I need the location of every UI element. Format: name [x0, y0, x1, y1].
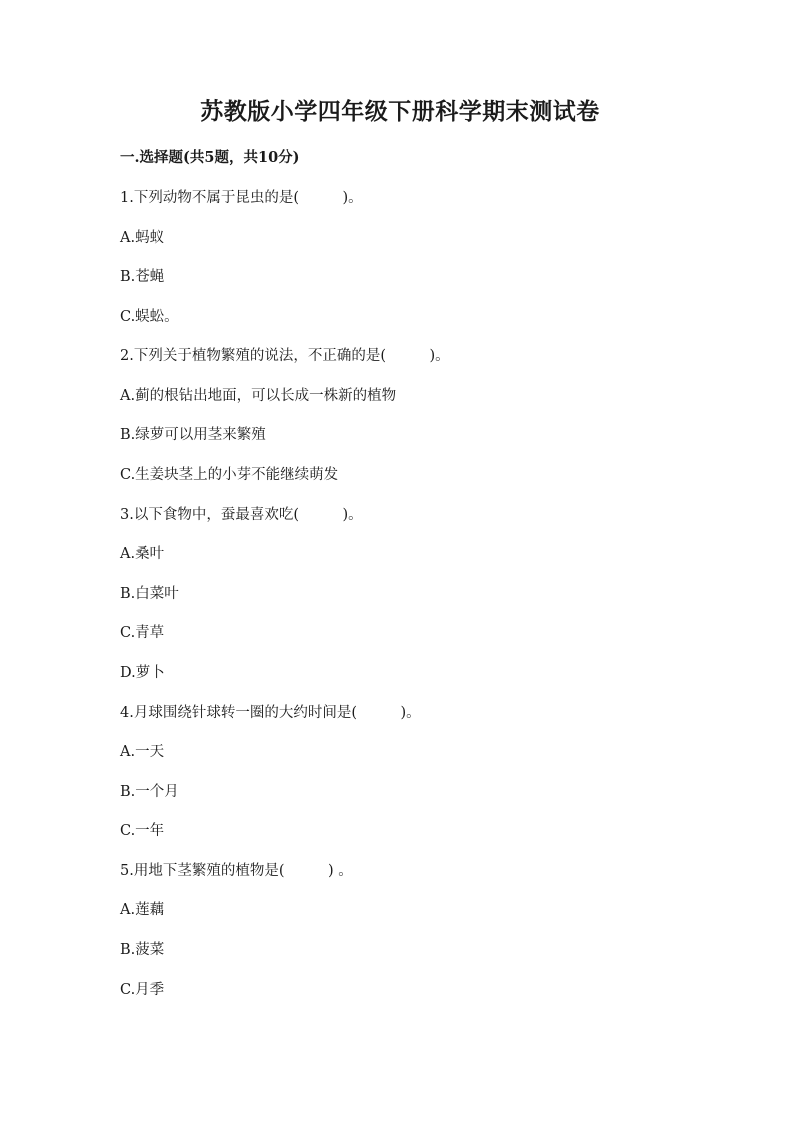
- question-5-option-c: C.月季: [120, 982, 165, 998]
- question-3-stem: 3.以下食物中，蚕最喜欢吃( )。: [120, 507, 363, 523]
- question-4-option-c: C.一年: [120, 823, 165, 839]
- question-1-option-c: C.蜈蚣。: [120, 309, 179, 325]
- question-2-option-c: C.生姜块茎上的小芽不能继续萌发: [120, 467, 339, 483]
- question-3-option-a: A.桑叶: [120, 546, 165, 562]
- question-1-option-b: B.苍蝇: [120, 269, 165, 285]
- question-5-option-b: B.菠菜: [120, 942, 165, 958]
- question-5-option-a: A.莲藕: [120, 902, 165, 918]
- question-2-option-a: A.蓟的根钻出地面，可以长成一株新的植物: [120, 388, 397, 404]
- question-3-option-c: C.青草: [120, 625, 165, 641]
- page-title: 苏教版小学四年级下册科学期末测试卷: [200, 98, 600, 125]
- question-3-option-d: D.萝卜: [120, 665, 165, 681]
- question-1-option-a: A.蚂蚁: [120, 230, 165, 246]
- question-1-stem: 1.下列动物不属于昆虫的是( )。: [120, 190, 363, 206]
- question-4-option-b: B.一个月: [120, 784, 179, 800]
- section-heading: 一.选择题(共5题，共10分): [120, 149, 300, 166]
- question-3-option-b: B.白菜叶: [120, 586, 179, 602]
- question-2-stem: 2.下列关于植物繁殖的说法，不正确的是( )。: [120, 348, 450, 364]
- question-4-stem: 4.月球围绕针球转一圈的大约时间是( )。: [120, 705, 421, 721]
- question-5-stem: 5.用地下茎繁殖的植物是( ) 。: [120, 863, 353, 879]
- question-4-option-a: A.一天: [120, 744, 165, 760]
- question-2-option-b: B.绿萝可以用茎来繁殖: [120, 427, 266, 443]
